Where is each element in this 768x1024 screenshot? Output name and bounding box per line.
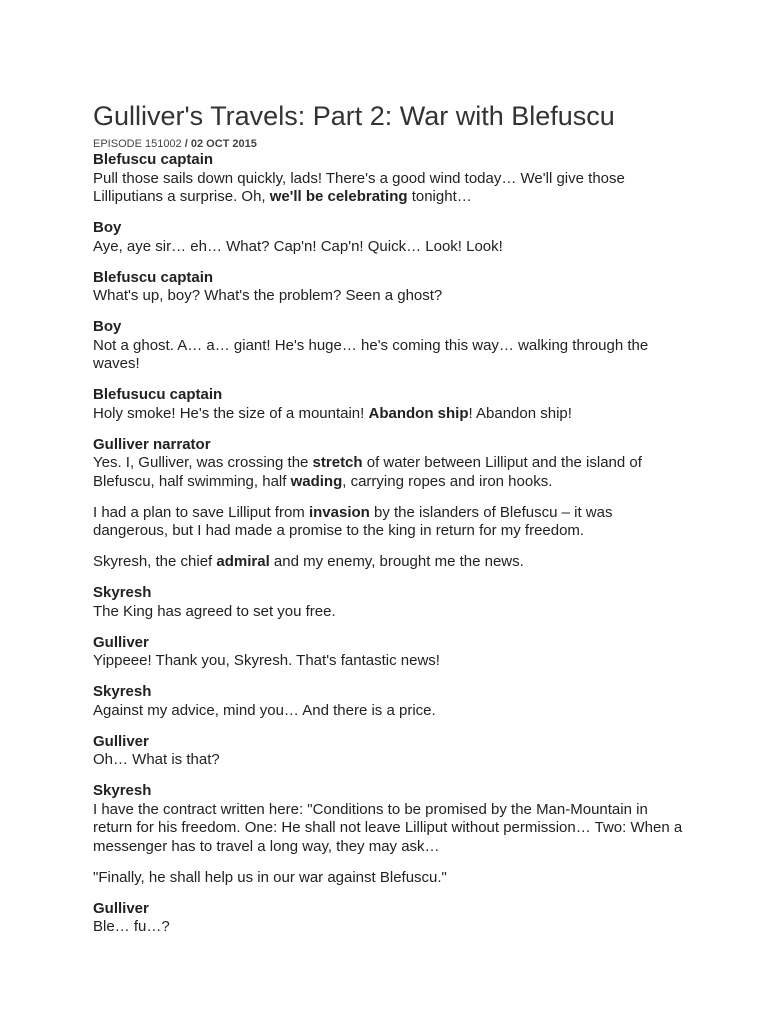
line-text: tonight…: [407, 188, 472, 205]
narration-block: [93, 504, 683, 541]
dialogue-block: [93, 436, 683, 492]
speaker-name: Blefuscu captain: [93, 268, 214, 286]
speaker-name: Skyresh: [93, 683, 152, 700]
line-text: Aye, aye sir… eh… What? Cap'n! Cap'n! Quick… Look! Look!: [93, 237, 503, 255]
episode-date: 02 OCT 2015: [190, 138, 257, 150]
speaker-name: Gulliver: [93, 899, 149, 917]
dialogue-line: [93, 918, 683, 937]
dialogue-block: [93, 782, 683, 856]
speaker-name: Skyresh: [93, 584, 152, 601]
episode-number: EPISODE 151002: [93, 138, 182, 150]
line-text: and my enemy, brought me the news.: [269, 553, 524, 570]
narration-block: [93, 869, 683, 888]
dialogue-line: [93, 702, 683, 721]
dialogue-line: [93, 337, 683, 374]
dialogue-line: [93, 603, 683, 622]
dialogue-line: [93, 504, 683, 541]
line-text: Holy smoke! He's the size of a mountain!: [93, 404, 369, 422]
dialogue-block: [93, 318, 683, 374]
dialogue-line: [93, 454, 683, 491]
line-text: Skyresh, the chief: [93, 553, 217, 570]
line-text: I have the contract written here: "Conditions to be promised by the Man-Mountain in return for his freedom. One: He shall not leave Lilliput without permission… Two: When a messenger has to travel a long way, they may ask…: [93, 800, 683, 855]
line-text: "Finally, he shall help us in our war against Blefuscu.": [93, 868, 447, 886]
dialogue-line: [93, 405, 683, 424]
speaker-name: Blefuscu captain: [93, 151, 214, 168]
dialogue-block: [93, 733, 683, 770]
line-text: Against my advice, mind you… And there is a price.: [93, 701, 436, 719]
dialogue-line: [93, 170, 683, 207]
line-text: Pull those sails down quickly, lads! There's a good wind today… We'll give those Lilliputians a surprise. Oh,: [93, 169, 625, 205]
dialogue-line: [93, 869, 683, 888]
line-text: ! Abandon ship!: [468, 404, 572, 422]
speaker-name: Gulliver narrator: [93, 435, 211, 453]
vocabulary-term: admiral: [216, 553, 270, 570]
speaker-name: Skyresh: [93, 782, 152, 799]
line-text: I had a plan to save Lilliput from: [93, 503, 309, 521]
dialogue-line: [93, 801, 683, 857]
dialogue-block: [93, 219, 683, 256]
line-text: Yes. I, Gulliver, was crossing the: [93, 454, 313, 471]
vocabulary-term: invasion: [308, 503, 370, 521]
vocabulary-term: Abandon ship: [368, 404, 469, 422]
dialogue-line: [93, 553, 683, 572]
speaker-name: Boy: [93, 318, 122, 335]
line-text: The King has agreed to set you free.: [93, 602, 336, 620]
narration-block: [93, 553, 683, 572]
dialogue-line: [93, 751, 683, 770]
speaker-name: Blefusucu captain: [93, 386, 223, 403]
document-page: [93, 99, 683, 949]
script-body: [93, 151, 683, 937]
dialogue-line: [93, 238, 683, 257]
meta-separator: /: [181, 138, 191, 150]
speaker-name: Boy: [93, 219, 122, 236]
dialogue-line: [93, 287, 683, 306]
page-title: Gulliver's Travels: Part 2: War with Blefuscu: [93, 101, 615, 131]
vocabulary-term: stretch: [312, 454, 363, 471]
line-text: Yippeee! Thank you, Skyresh. That's fantastic news!: [93, 652, 440, 669]
vocabulary-term: we'll be celebrating: [269, 188, 408, 205]
line-text: What's up, boy? What's the problem? Seen a ghost?: [93, 287, 443, 304]
dialogue-block: [93, 683, 683, 720]
vocabulary-term: wading: [290, 472, 343, 490]
line-text: Oh… What is that?: [93, 751, 220, 768]
line-text: Not a ghost. A… a… giant! He's huge… he's coming this way… walking through the waves!: [93, 336, 649, 372]
line-text: Ble… fu…?: [93, 918, 170, 935]
episode-meta: [93, 137, 683, 151]
dialogue-block: [93, 900, 683, 937]
dialogue-block: [93, 151, 683, 207]
dialogue-block: [93, 634, 683, 671]
speaker-name: Gulliver: [93, 633, 149, 651]
dialogue-block: [93, 269, 683, 306]
line-text: by the islanders of Blefuscu – it was dangerous, but I had made a promise to the king in return for my freedom.: [93, 503, 613, 539]
line-text: of water between Lilliput and the island of Blefuscu, half swimming, half: [93, 454, 642, 490]
line-text: , carrying ropes and iron hooks.: [342, 472, 553, 490]
dialogue-block: [93, 386, 683, 423]
dialogue-block: [93, 584, 683, 621]
speaker-name: Gulliver: [93, 732, 149, 750]
dialogue-line: [93, 652, 683, 671]
